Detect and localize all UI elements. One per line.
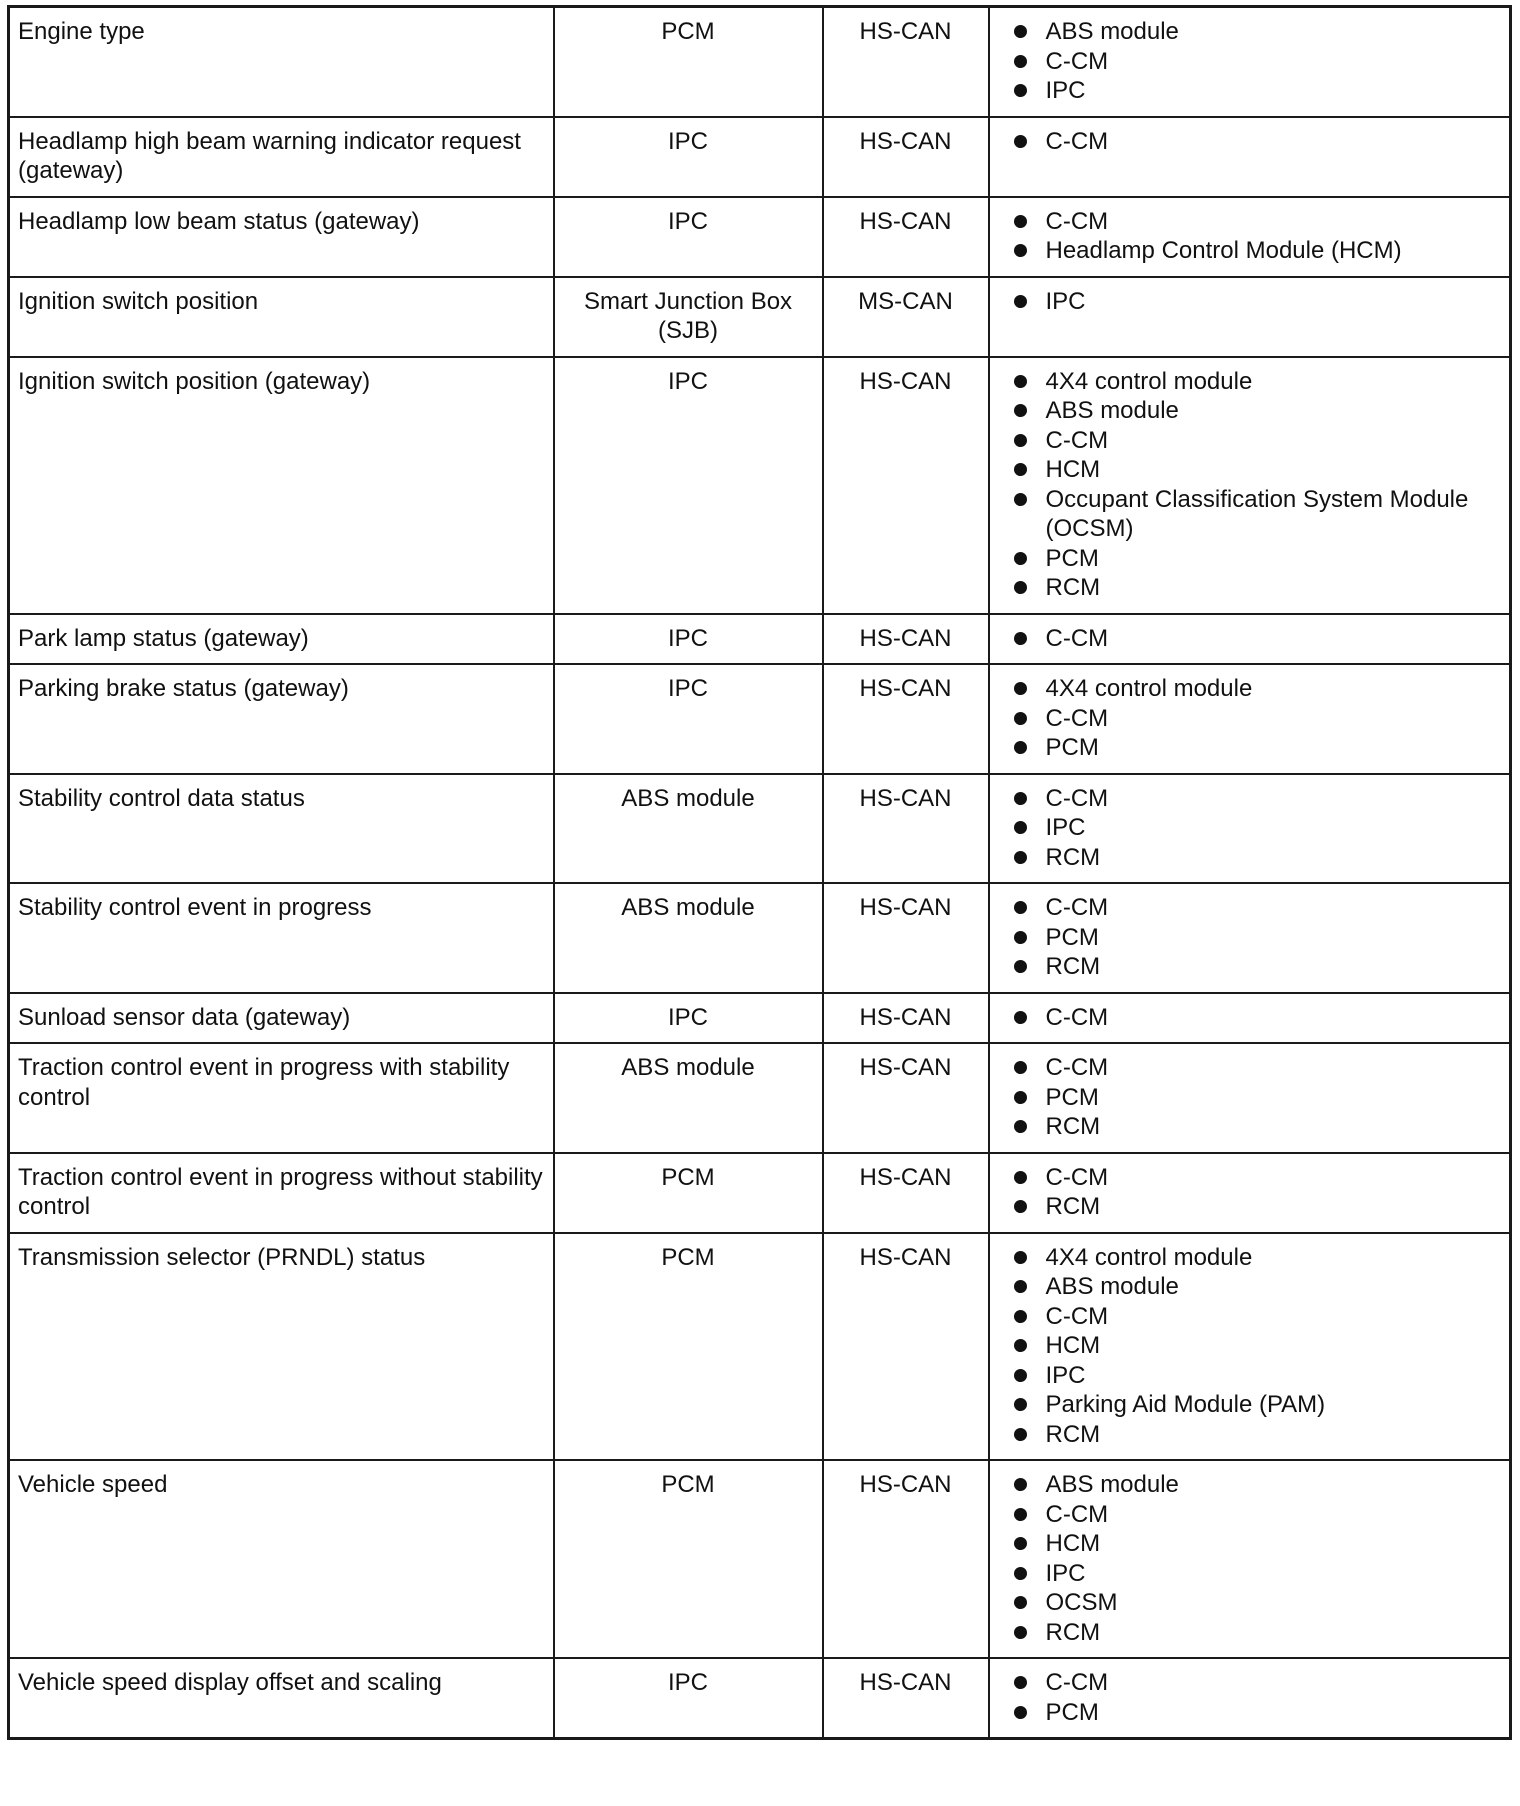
receiving-module-label: RCM	[1045, 1113, 1101, 1140]
receiving-module-list	[1014, 287, 1500, 317]
list-item	[1014, 624, 1500, 654]
originating-module-cell: PCM	[554, 7, 823, 117]
message-cell: Stability control event in progress	[9, 883, 554, 993]
message-cell: Ignition switch position (gateway)	[9, 357, 554, 614]
network-cell: HS-CAN	[823, 197, 989, 277]
network-cell: HS-CAN	[823, 1233, 989, 1461]
receiving-module-label: ABS module	[1045, 18, 1179, 45]
list-item	[1014, 1668, 1500, 1698]
receiving-module-label: IPC	[1045, 1361, 1086, 1389]
bullet-icon	[1014, 404, 1027, 417]
receiving-module-label: C-CM	[1045, 1669, 1109, 1696]
network-cell: HS-CAN	[823, 117, 989, 197]
receiving-module-label: HCM	[1045, 1332, 1101, 1359]
list-item	[1014, 76, 1500, 106]
list-item	[1014, 426, 1500, 456]
bullet-icon	[1014, 84, 1027, 97]
originating-module-cell: IPC	[554, 614, 823, 665]
receiving-module-list	[1014, 17, 1500, 106]
list-item	[1014, 127, 1500, 157]
list-item	[1014, 1500, 1500, 1530]
message-cell: Engine type	[9, 7, 554, 117]
receiving-module-label: ABS module	[1045, 1273, 1179, 1300]
receiving-module-list	[1014, 784, 1500, 873]
bullet-icon	[1014, 712, 1027, 725]
list-item	[1014, 236, 1500, 266]
list-item	[1014, 1112, 1500, 1142]
receiving-module-list	[1014, 1053, 1500, 1142]
receiving-module-label: C-CM	[1045, 784, 1109, 812]
receiving-modules-cell	[989, 197, 1511, 277]
receiving-modules-cell	[989, 1043, 1511, 1153]
bullet-icon	[1014, 1200, 1027, 1213]
bullet-icon	[1014, 1596, 1027, 1609]
list-item	[1014, 1588, 1500, 1618]
bullet-icon	[1014, 1567, 1027, 1580]
originating-module-cell: PCM	[554, 1233, 823, 1461]
receiving-modules-cell	[989, 664, 1511, 774]
receiving-modules-cell	[989, 1658, 1511, 1739]
message-cell: Ignition switch position	[9, 277, 554, 357]
table-body	[9, 7, 1511, 1739]
receiving-modules-cell	[989, 1460, 1511, 1658]
list-item	[1014, 843, 1500, 873]
table-row	[9, 1460, 1511, 1658]
table-row	[9, 277, 1511, 357]
list-item	[1014, 396, 1500, 426]
list-item	[1014, 952, 1500, 982]
receiving-module-label: C-CM	[1045, 1500, 1109, 1528]
list-item	[1014, 1272, 1500, 1302]
receiving-module-label: PCM	[1045, 923, 1099, 951]
receiving-module-label: IPC	[1045, 77, 1086, 104]
bullet-icon	[1014, 552, 1027, 565]
bullet-icon	[1014, 135, 1027, 148]
receiving-modules-cell	[989, 883, 1511, 993]
receiving-module-list	[1014, 893, 1500, 982]
network-message-table-container	[7, 5, 1509, 1740]
bullet-icon	[1014, 1120, 1027, 1133]
list-item	[1014, 573, 1500, 603]
receiving-module-label: C-CM	[1045, 127, 1109, 155]
list-item	[1014, 207, 1500, 237]
bullet-icon	[1014, 960, 1027, 973]
receiving-module-label: Headlamp Control Module (HCM)	[1045, 237, 1402, 264]
receiving-module-label: PCM	[1045, 734, 1099, 761]
table-row	[9, 664, 1511, 774]
bullet-icon	[1014, 1061, 1027, 1074]
bullet-icon	[1014, 792, 1027, 805]
table-row	[9, 993, 1511, 1044]
receiving-module-label: RCM	[1045, 953, 1101, 980]
table-row	[9, 774, 1511, 884]
message-cell: Vehicle speed	[9, 1460, 554, 1658]
list-item	[1014, 47, 1500, 77]
list-item	[1014, 544, 1500, 574]
bullet-icon	[1014, 1676, 1027, 1689]
message-cell: Headlamp high beam warning indicator request (gateway)	[9, 117, 554, 197]
table-row	[9, 883, 1511, 993]
receiving-module-label: IPC	[1045, 814, 1086, 841]
bullet-icon	[1014, 1011, 1027, 1024]
list-item	[1014, 1163, 1500, 1193]
originating-module-cell: IPC	[554, 197, 823, 277]
list-item	[1014, 733, 1500, 763]
receiving-module-label: C-CM	[1045, 1003, 1109, 1031]
bullet-icon	[1014, 244, 1027, 257]
list-item	[1014, 1698, 1500, 1728]
list-item	[1014, 1470, 1500, 1500]
message-cell: Sunload sensor data (gateway)	[9, 993, 554, 1044]
table-row	[9, 1043, 1511, 1153]
receiving-module-label: C-CM	[1045, 1302, 1109, 1330]
receiving-module-label: HCM	[1045, 456, 1101, 483]
originating-module-cell: PCM	[554, 1153, 823, 1233]
list-item	[1014, 923, 1500, 953]
receiving-modules-cell	[989, 993, 1511, 1044]
bullet-icon	[1014, 55, 1027, 68]
bullet-icon	[1014, 25, 1027, 38]
bullet-icon	[1014, 1428, 1027, 1441]
receiving-module-list	[1014, 367, 1500, 603]
network-message-table	[7, 5, 1512, 1740]
bullet-icon	[1014, 741, 1027, 754]
list-item	[1014, 367, 1500, 397]
originating-module-cell: IPC	[554, 357, 823, 614]
receiving-modules-cell	[989, 357, 1511, 614]
message-cell: Stability control data status	[9, 774, 554, 884]
bullet-icon	[1014, 1706, 1027, 1719]
receiving-module-list	[1014, 1243, 1500, 1450]
bullet-icon	[1014, 463, 1027, 476]
bullet-icon	[1014, 1398, 1027, 1411]
message-cell: Traction control event in progress with stability control	[9, 1043, 554, 1153]
receiving-module-label: RCM	[1045, 1618, 1101, 1646]
receiving-module-label: Occupant Classification System Module (OCSM)	[1045, 485, 1469, 542]
originating-module-cell: IPC	[554, 664, 823, 774]
bullet-icon	[1014, 375, 1027, 388]
originating-module-cell: IPC	[554, 1658, 823, 1739]
bullet-icon	[1014, 682, 1027, 695]
receiving-module-label: C-CM	[1045, 894, 1109, 921]
message-cell: Vehicle speed display offset and scaling	[9, 1658, 554, 1739]
network-cell: HS-CAN	[823, 883, 989, 993]
receiving-module-label: HCM	[1045, 1530, 1101, 1557]
message-cell: Parking brake status (gateway)	[9, 664, 554, 774]
list-item	[1014, 1529, 1500, 1559]
network-cell: HS-CAN	[823, 664, 989, 774]
network-cell: MS-CAN	[823, 277, 989, 357]
message-cell: Traction control event in progress without stability control	[9, 1153, 554, 1233]
receiving-module-list	[1014, 207, 1500, 266]
bullet-icon	[1014, 1537, 1027, 1550]
list-item	[1014, 1420, 1500, 1450]
list-item	[1014, 1331, 1500, 1361]
network-cell: HS-CAN	[823, 1153, 989, 1233]
list-item	[1014, 287, 1500, 317]
bullet-icon	[1014, 1626, 1027, 1639]
receiving-module-list	[1014, 1003, 1500, 1033]
bullet-icon	[1014, 1280, 1027, 1293]
receiving-module-label: C-CM	[1045, 1163, 1109, 1191]
bullet-icon	[1014, 581, 1027, 594]
receiving-module-label: 4X4 control module	[1045, 675, 1253, 702]
network-cell: HS-CAN	[823, 774, 989, 884]
list-item	[1014, 1618, 1500, 1648]
list-item	[1014, 813, 1500, 843]
table-row	[9, 614, 1511, 665]
bullet-icon	[1014, 493, 1027, 506]
list-item	[1014, 1361, 1500, 1391]
receiving-module-label: IPC	[1045, 287, 1086, 315]
receiving-module-label: C-CM	[1045, 426, 1109, 454]
receiving-module-label: PCM	[1045, 1083, 1099, 1111]
list-item	[1014, 1302, 1500, 1332]
receiving-module-list	[1014, 674, 1500, 763]
receiving-module-label: PCM	[1045, 544, 1099, 572]
originating-module-cell: PCM	[554, 1460, 823, 1658]
originating-module-cell: IPC	[554, 993, 823, 1044]
receiving-modules-cell	[989, 1233, 1511, 1461]
receiving-module-label: RCM	[1045, 843, 1101, 871]
receiving-module-list	[1014, 624, 1500, 654]
bullet-icon	[1014, 1091, 1027, 1104]
bullet-icon	[1014, 1310, 1027, 1323]
originating-module-cell: ABS module	[554, 1043, 823, 1153]
receiving-module-label: RCM	[1045, 1420, 1101, 1448]
list-item	[1014, 455, 1500, 485]
list-item	[1014, 784, 1500, 814]
bullet-icon	[1014, 1251, 1027, 1264]
receiving-module-label: C-CM	[1045, 624, 1109, 652]
receiving-modules-cell	[989, 614, 1511, 665]
receiving-module-label: 4X4 control module	[1045, 367, 1253, 395]
bullet-icon	[1014, 851, 1027, 864]
bullet-icon	[1014, 901, 1027, 914]
receiving-module-label: C-CM	[1045, 207, 1109, 235]
receiving-modules-cell	[989, 1153, 1511, 1233]
originating-module-cell: IPC	[554, 117, 823, 197]
receiving-modules-cell	[989, 774, 1511, 884]
table-row	[9, 7, 1511, 117]
receiving-module-list	[1014, 1470, 1500, 1647]
bullet-icon	[1014, 215, 1027, 228]
bullet-icon	[1014, 931, 1027, 944]
bullet-icon	[1014, 1508, 1027, 1521]
bullet-icon	[1014, 295, 1027, 308]
receiving-module-label: ABS module	[1045, 397, 1179, 424]
originating-module-cell: Smart Junction Box (SJB)	[554, 277, 823, 357]
originating-module-cell: ABS module	[554, 883, 823, 993]
list-item	[1014, 1559, 1500, 1589]
list-item	[1014, 704, 1500, 734]
list-item	[1014, 1243, 1500, 1273]
list-item	[1014, 17, 1500, 47]
list-item	[1014, 893, 1500, 923]
bullet-icon	[1014, 1339, 1027, 1352]
network-cell: HS-CAN	[823, 7, 989, 117]
receiving-module-label: 4X4 control module	[1045, 1243, 1253, 1271]
message-cell: Park lamp status (gateway)	[9, 614, 554, 665]
list-item	[1014, 1083, 1500, 1113]
network-cell: HS-CAN	[823, 1043, 989, 1153]
list-item	[1014, 1390, 1500, 1420]
list-item	[1014, 674, 1500, 704]
receiving-module-list	[1014, 1668, 1500, 1727]
message-cell: Headlamp low beam status (gateway)	[9, 197, 554, 277]
receiving-module-label: IPC	[1045, 1559, 1086, 1587]
receiving-module-label: PCM	[1045, 1698, 1099, 1726]
list-item	[1014, 1053, 1500, 1083]
list-item	[1014, 1192, 1500, 1222]
receiving-module-list	[1014, 127, 1500, 157]
receiving-module-label: OCSM	[1045, 1589, 1118, 1616]
bullet-icon	[1014, 434, 1027, 447]
network-cell: HS-CAN	[823, 1460, 989, 1658]
network-cell: HS-CAN	[823, 1658, 989, 1739]
table-row	[9, 357, 1511, 614]
receiving-module-label: C-CM	[1045, 704, 1109, 732]
receiving-module-label: C-CM	[1045, 47, 1109, 75]
originating-module-cell: ABS module	[554, 774, 823, 884]
table-row	[9, 1153, 1511, 1233]
receiving-modules-cell	[989, 117, 1511, 197]
list-item	[1014, 485, 1500, 544]
bullet-icon	[1014, 1478, 1027, 1491]
receiving-module-label: RCM	[1045, 1193, 1101, 1220]
table-row	[9, 1233, 1511, 1461]
message-cell: Transmission selector (PRNDL) status	[9, 1233, 554, 1461]
receiving-module-label: RCM	[1045, 574, 1101, 601]
network-cell: HS-CAN	[823, 357, 989, 614]
network-cell: HS-CAN	[823, 614, 989, 665]
bullet-icon	[1014, 821, 1027, 834]
receiving-modules-cell	[989, 277, 1511, 357]
receiving-modules-cell	[989, 7, 1511, 117]
list-item	[1014, 1003, 1500, 1033]
network-cell: HS-CAN	[823, 993, 989, 1044]
table-row	[9, 197, 1511, 277]
receiving-module-label: C-CM	[1045, 1054, 1109, 1081]
receiving-module-list	[1014, 1163, 1500, 1222]
bullet-icon	[1014, 1171, 1027, 1184]
receiving-module-label: ABS module	[1045, 1471, 1179, 1498]
table-row	[9, 1658, 1511, 1739]
table-row	[9, 117, 1511, 197]
bullet-icon	[1014, 632, 1027, 645]
receiving-module-label: Parking Aid Module (PAM)	[1045, 1391, 1326, 1418]
bullet-icon	[1014, 1369, 1027, 1382]
